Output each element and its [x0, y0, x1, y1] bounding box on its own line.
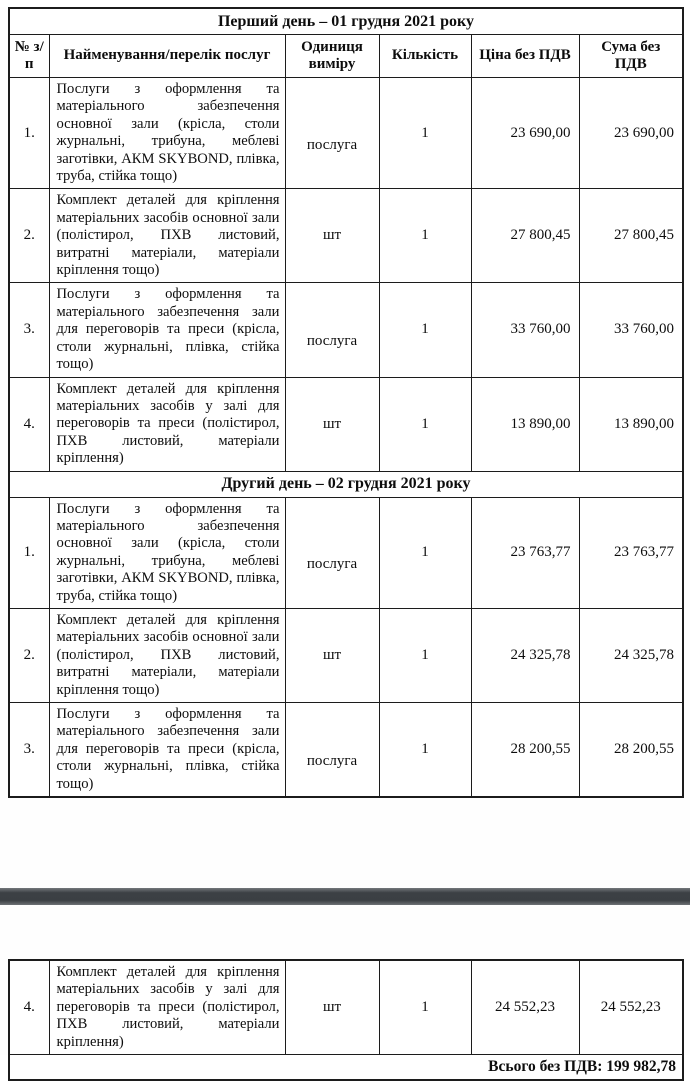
unit-cell — [285, 703, 379, 798]
unit-label: послуга — [306, 333, 358, 350]
sum-cell: 33 760,00 — [579, 283, 683, 377]
sum-cell: 23 763,77 — [579, 497, 683, 608]
price-cell: 23 763,77 — [471, 497, 579, 608]
row-number-cell: 4. — [9, 377, 49, 471]
unit-cell — [285, 608, 379, 702]
sum-cell: 23 690,00 — [579, 78, 683, 189]
sum-cell: 13 890,00 — [579, 377, 683, 471]
row-number-cell: 1. — [9, 78, 49, 189]
total-row — [9, 1055, 683, 1081]
service-description-cell: Комплект деталей для кріплення матеріальних засобів основної зали (полістирол, ПХВ листовий, витратні матеріали, матеріали кріплення тощо) — [49, 189, 285, 283]
quantity-cell: 1 — [379, 377, 471, 471]
unit-label: шт — [322, 646, 342, 663]
service-description-cell: Послуги з оформлення та матеріального забезпечення основної зали (крісла, столи журнальні, трибуна, меблеві заготівки, АКМ SKYBOND, плівка, труба, стійка тощо) — [49, 78, 285, 189]
price-cell: 33 760,00 — [471, 283, 579, 377]
price-cell: 28 200,55 — [471, 703, 579, 798]
sum-cell: 24 325,78 — [579, 608, 683, 702]
section-title-row — [9, 471, 683, 497]
unit-label: шт — [322, 415, 342, 432]
price-cell: 24 325,78 — [471, 608, 579, 702]
quantity-cell: 1 — [379, 703, 471, 798]
column-header-3: Кількість — [379, 35, 471, 78]
unit-label: послуга — [306, 753, 358, 770]
service-description-cell: Комплект деталей для кріплення матеріальних засобів основної зали (полістирол, ПХВ листовий, витратні матеріали, матеріали кріплення тощо) — [49, 608, 285, 702]
row-number-cell: 4. — [9, 960, 49, 1055]
service-description-cell: Послуги з оформлення та матеріального забезпечення основної зали (крісла, столи журнальні, трибуна, меблеві заготівки, АКМ SKYBOND, плівка, труба, стійка тощо) — [49, 497, 285, 608]
column-header-4: Ціна без ПДВ — [471, 35, 579, 78]
section-title: Другий день – 02 грудня 2021 року — [9, 471, 683, 497]
unit-label: шт — [322, 999, 342, 1016]
total-without-vat: Всього без ПДВ: 199 982,78 — [9, 1055, 683, 1081]
service-description-cell: Комплект деталей для кріплення матеріальних засобів у залі для переговорів та преси (полістирол, ПХВ листовий, матеріали кріплення) — [49, 377, 285, 471]
price-cell: 23 690,00 — [471, 78, 579, 189]
service-description-cell: Комплект деталей для кріплення матеріальних засобів у залі для переговорів та преси (полістирол, ПХВ листовий, матеріали кріплення) — [49, 960, 285, 1055]
row-number-cell: 3. — [9, 283, 49, 377]
page-separator-bar — [0, 888, 690, 905]
unit-cell — [285, 189, 379, 283]
column-header-2: Одиниця виміру — [285, 35, 379, 78]
table-row — [9, 78, 683, 189]
row-number-cell: 1. — [9, 497, 49, 608]
document-page — [0, 7, 690, 1076]
unit-cell — [285, 377, 379, 471]
quantity-cell: 1 — [379, 497, 471, 608]
unit-label: послуга — [306, 556, 358, 573]
column-header-0: № з/п — [9, 35, 49, 78]
unit-cell — [285, 283, 379, 377]
table-row — [9, 189, 683, 283]
column-header-1: Найменування/перелік послуг — [49, 35, 285, 78]
service-description-cell: Послуги з оформлення та матеріального забезпечення зали для переговорів та преси (крісла, столи журнальні, плівка, стійка тощо) — [49, 703, 285, 798]
quantity-cell: 1 — [379, 608, 471, 702]
table-row — [9, 497, 683, 608]
unit-label: послуга — [306, 136, 358, 153]
row-number-cell: 3. — [9, 703, 49, 798]
section-title: Перший день – 01 грудня 2021 року — [9, 8, 683, 35]
table-row — [9, 608, 683, 702]
section-title-row — [9, 8, 683, 35]
quantity-cell: 1 — [379, 189, 471, 283]
sum-cell: 27 800,45 — [579, 189, 683, 283]
table-row — [9, 703, 683, 798]
quantity-cell: 1 — [379, 283, 471, 377]
table-row — [9, 960, 683, 1055]
row-number-cell: 2. — [9, 189, 49, 283]
sum-cell: 24 552,23 — [579, 960, 683, 1055]
price-cell: 13 890,00 — [471, 377, 579, 471]
unit-label: шт — [322, 227, 342, 244]
unit-cell — [285, 960, 379, 1055]
row-number-cell: 2. — [9, 608, 49, 702]
services-table-page2-body — [9, 960, 683, 1080]
services-table-page1 — [8, 7, 684, 798]
services-table-body — [9, 8, 683, 797]
table-row — [9, 283, 683, 377]
unit-cell — [285, 78, 379, 189]
sum-cell: 28 200,55 — [579, 703, 683, 798]
price-cell: 27 800,45 — [471, 189, 579, 283]
quantity-cell: 1 — [379, 960, 471, 1055]
column-header-row — [9, 35, 683, 78]
unit-cell — [285, 497, 379, 608]
table-row — [9, 377, 683, 471]
quantity-cell: 1 — [379, 78, 471, 189]
service-description-cell: Послуги з оформлення та матеріального забезпечення зали для переговорів та преси (крісла, столи журнальні, плівка, стійка тощо) — [49, 283, 285, 377]
services-table-page2 — [8, 959, 684, 1081]
price-cell: 24 552,23 — [471, 960, 579, 1055]
column-header-5: Сума без ПДВ — [579, 35, 683, 78]
